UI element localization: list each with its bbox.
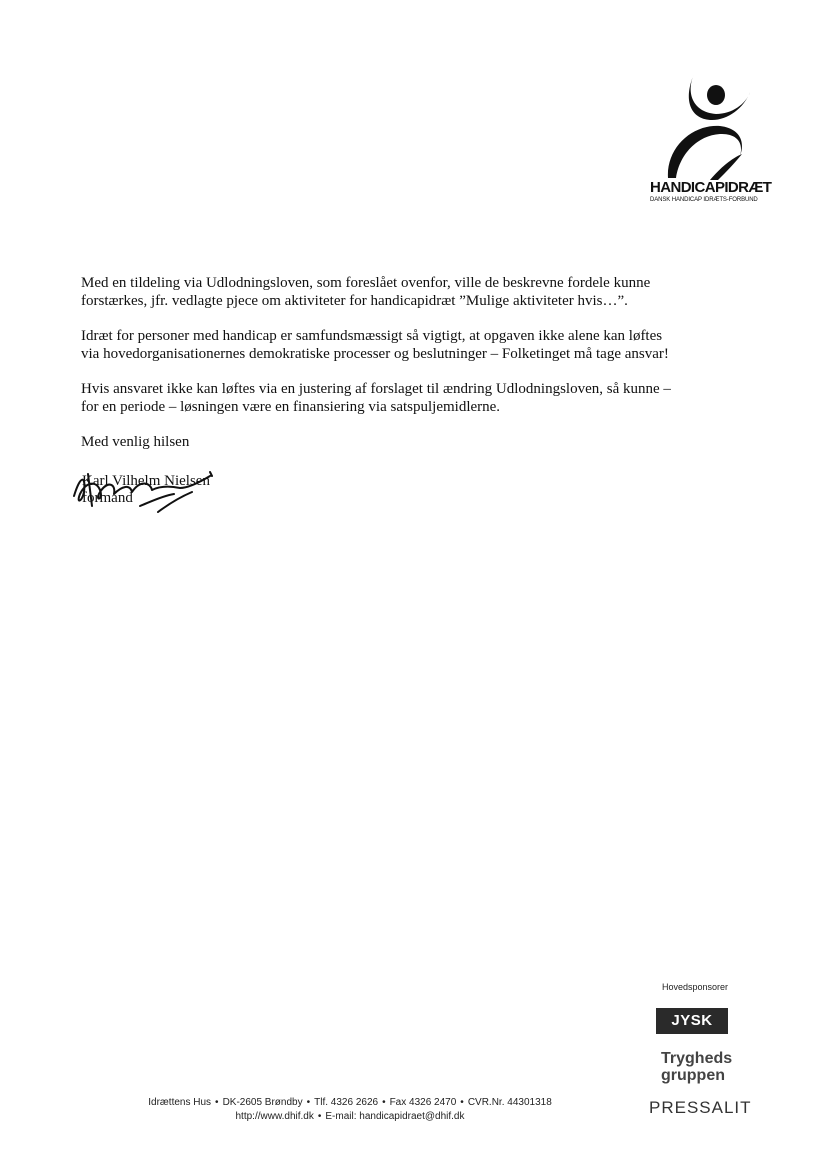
closing-salutation: Med venlig hilsen (81, 434, 190, 450)
signature-block (70, 466, 240, 526)
sponsors-block (630, 982, 770, 1122)
logo-name: HANDICAPIDRÆT (650, 179, 772, 196)
sponsors-label: Hovedsponsorer (662, 982, 729, 992)
footer-address-line: Idrættens Hus • DK-2605 Brøndby • Tlf. 4326 2626 • Fax 4326 2470 • CVR.Nr. 44301318 (148, 1097, 552, 1108)
handicapidraet-logo (640, 68, 790, 208)
letter-body (81, 274, 741, 451)
paragraph-2: Idræt for personer med handicap er samfundsmæssigt så vigtigt, at opgaven ikke alene kan løftes via hovedorganisationernes demokratiske processer og beslutninger – Folketinget må tage ansvar! (81, 328, 669, 362)
signer-name: Karl Vilhelm Nielsen (82, 473, 210, 489)
pressalit-logo: PRESSALIT (649, 1098, 752, 1117)
footer-website-link[interactable]: http://www.dhif.dk (235, 1111, 314, 1122)
tryghedsgruppen-logo: Trygheds gruppen (661, 1050, 733, 1084)
footer-email-link[interactable]: E-mail: handicapidraet@dhif.dk (325, 1111, 465, 1122)
footer-web-line: http://www.dhif.dk • E-mail: handicapidraet@dhif.dk (235, 1111, 465, 1122)
footer-contact (110, 1096, 590, 1124)
logo-subtitle: DANSK HANDICAP IDRÆTS-FORBUND (650, 197, 758, 203)
footer-org: Idrættens Hus (148, 1097, 212, 1108)
footer-phone: Tlf. 4326 2626 (314, 1097, 379, 1108)
signer-title: formand (82, 490, 133, 506)
footer-fax: Fax 4326 2470 (389, 1097, 457, 1108)
footer-cvr: CVR.Nr. 44301318 (467, 1097, 552, 1108)
paragraph-1: Med en tildeling via Udlodningsloven, som foreslået ovenfor, ville de beskrevne fordele kunne forstærkes, jfr. vedlagte pjece om aktiviteter for handicapidræt ”Mulige aktiviteter hvis…”. (81, 275, 651, 309)
handicap-athlete-figure-icon (648, 68, 768, 183)
paragraph-3: Hvis ansvaret ikke kan løftes via en justering af forslaget til ændring Udlodningsloven, så kunne – for en periode – løsningen være en finansiering via satspuljemidlerne. (81, 381, 671, 415)
footer-city: DK-2605 Brøndby (222, 1097, 303, 1108)
jysk-logo: JYSK (656, 1008, 728, 1034)
